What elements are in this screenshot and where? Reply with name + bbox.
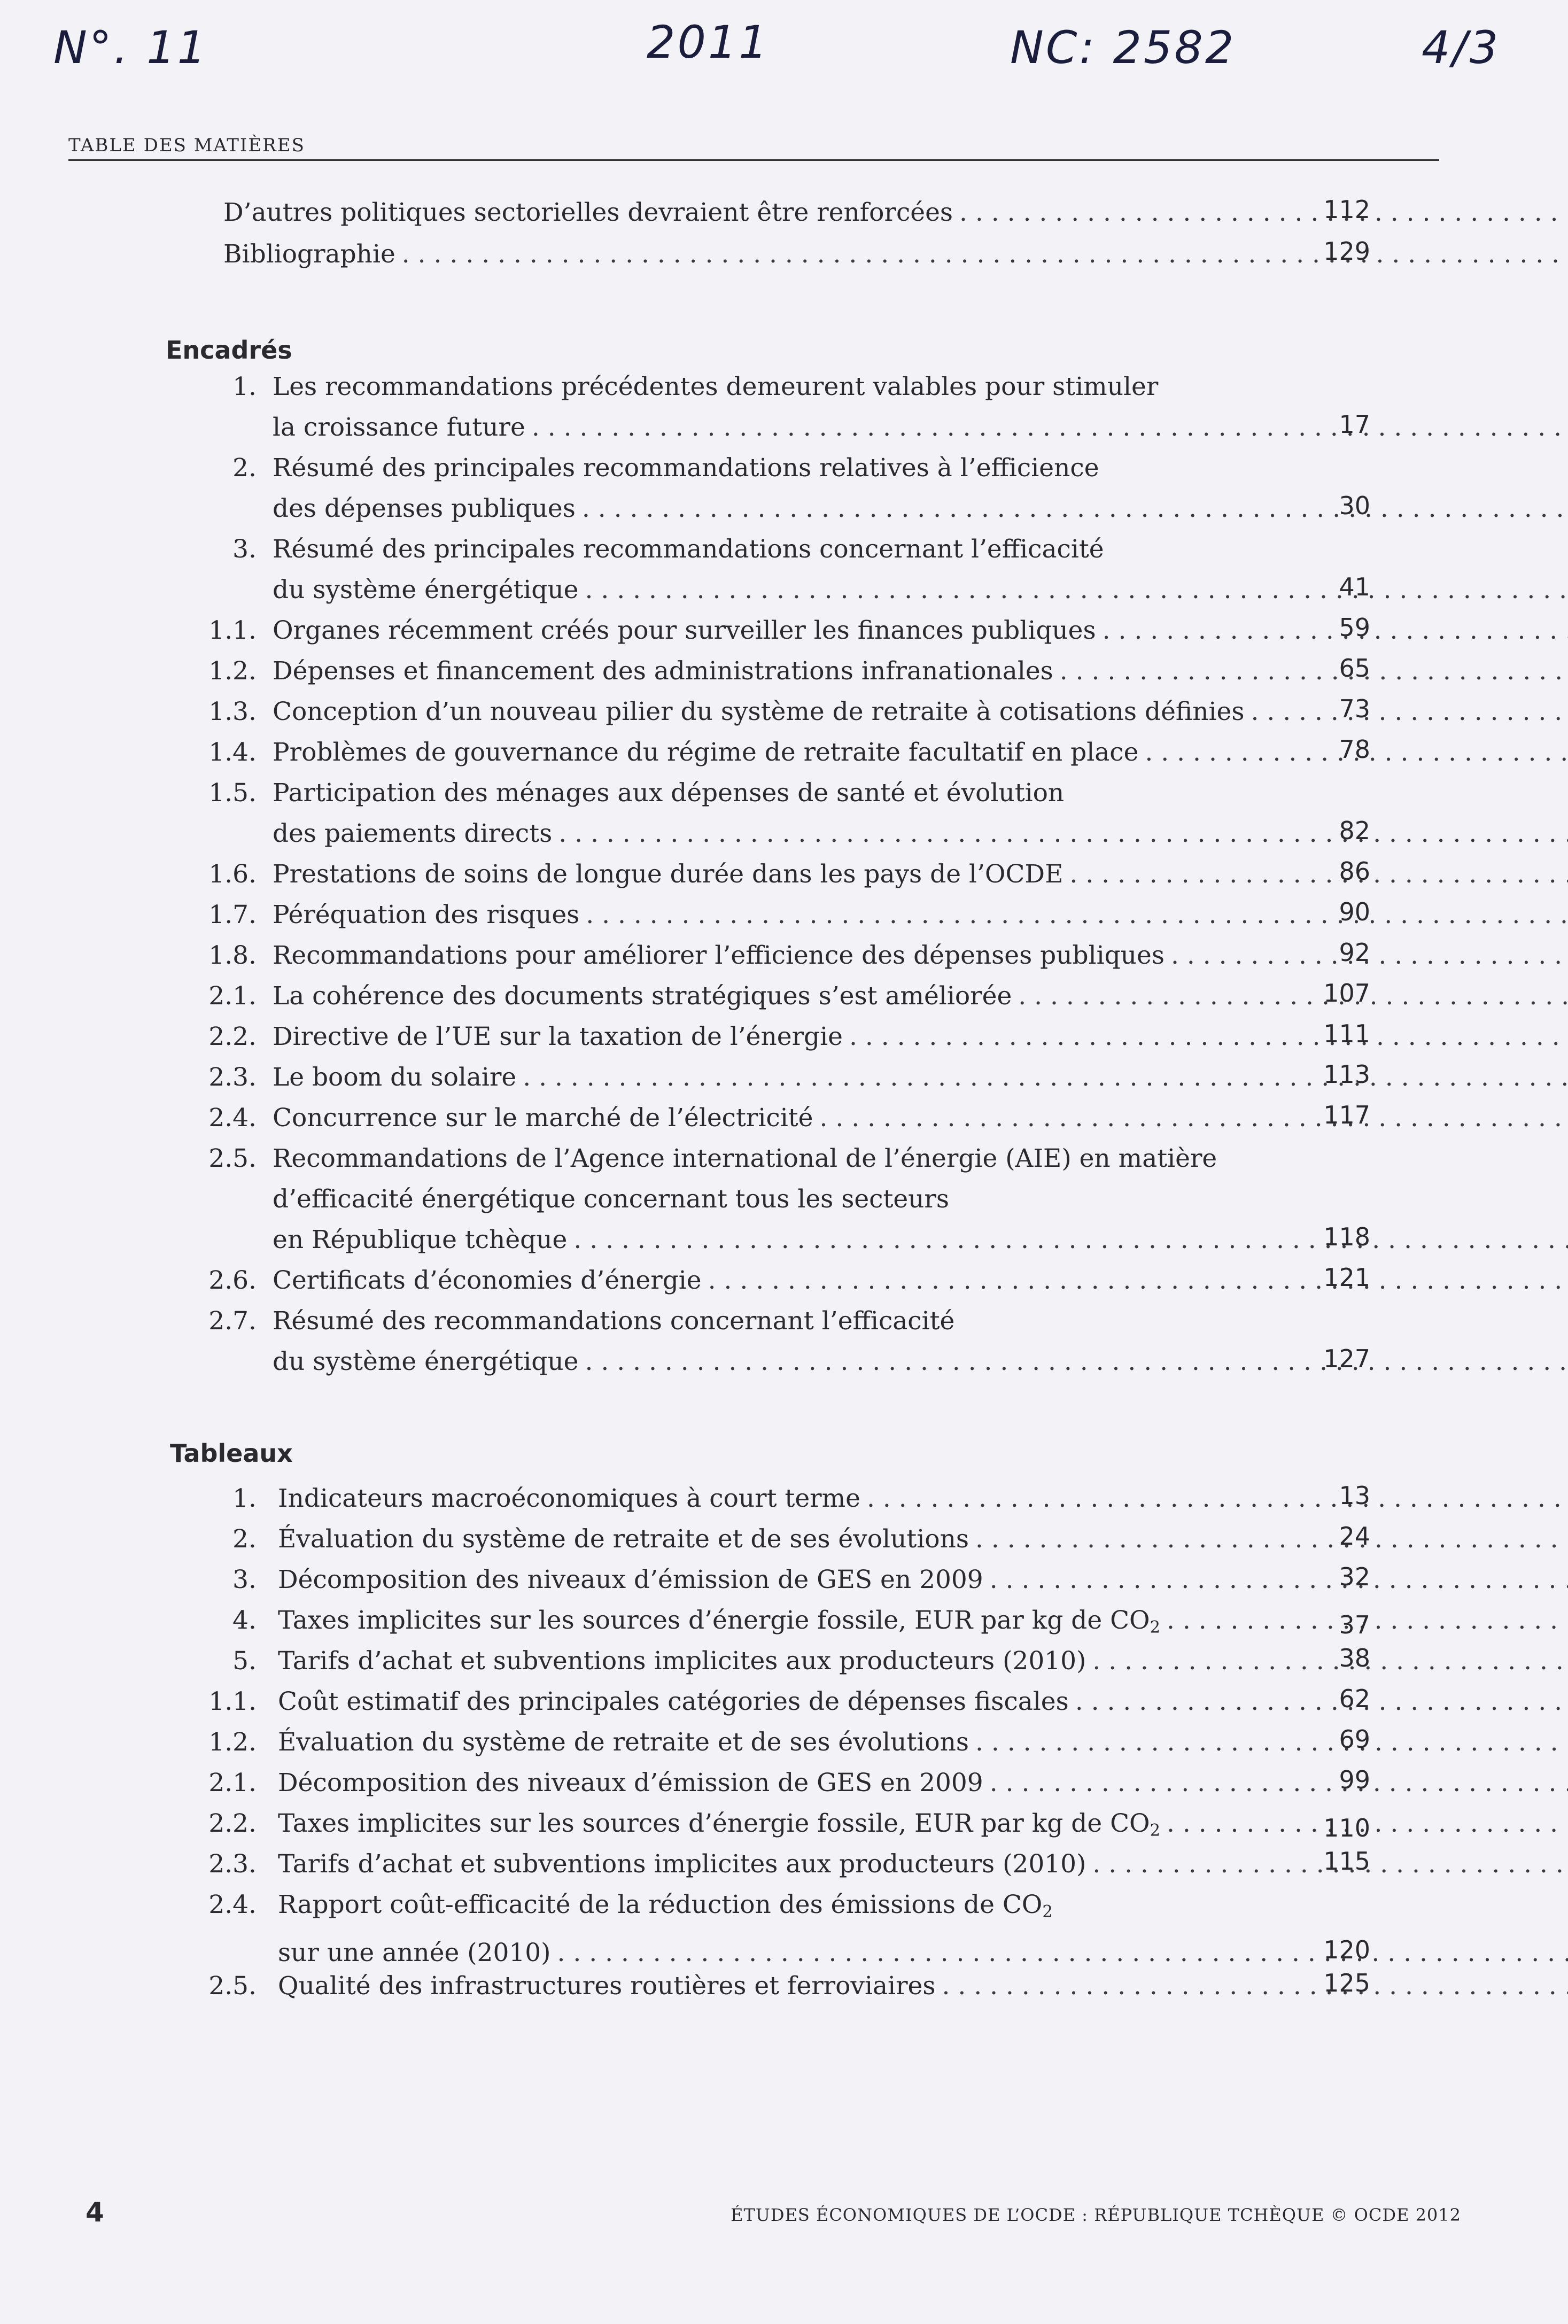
toc-entry-number: 2.5. [208,1971,257,2001]
toc-entry-title-line: Tarifs d’achat et subventions implicites aux producteurs (2010) [278,1849,1086,1879]
toc-entry-page[interactable]: 73 [1339,694,1370,723]
toc-entry[interactable] [208,773,1370,854]
toc-entry[interactable] [208,854,1370,895]
toc-entry-number: 2.1. [208,1768,257,1798]
toc-entry-title-line: Coût estimatif des principales catégories de dépenses fiscales [278,1687,1069,1716]
toc-entry-page[interactable]: 86 [1339,857,1370,886]
toc-entry[interactable] [223,234,1370,275]
toc-entry-title-line: Péréquation des risques [273,900,580,929]
toc-entry-page[interactable]: 99 [1339,1765,1370,1794]
toc-entry-page[interactable]: 24 [1339,1522,1370,1551]
toc-entry-page[interactable]: 111 [1323,1019,1370,1048]
section-heading-encadres: Encadrés [166,336,292,365]
toc-entry[interactable] [208,895,1370,935]
toc-entry-number: 1.1. [208,616,257,645]
toc-entry-title-line: Recommandations pour améliorer l’efficience des dépenses publiques [273,941,1165,970]
toc-entry[interactable] [232,529,1370,610]
toc-entry[interactable] [208,692,1370,732]
toc-entry-page[interactable]: 107 [1323,979,1370,1008]
toc-entry[interactable] [232,1478,1370,1519]
dot-leader [585,1342,1568,1382]
toc-entry[interactable] [232,448,1370,529]
toc-entry-number: 2. [232,1524,257,1554]
toc-entry-title-line: Recommandations de l’Agence international de l’énergie (AIE) en matière [273,1144,1217,1173]
toc-entry[interactable] [208,1885,1370,1973]
toc-entry-title-line: Directive de l’UE sur la taxation de l’énergie [273,1022,843,1051]
toc-entry-page[interactable]: 121 [1323,1263,1370,1292]
toc-entry-page[interactable]: 127 [1323,1344,1370,1373]
toc-entry-title-line: La cohérence des documents stratégiques s’est améliorée [273,981,1012,1011]
toc-entry-page[interactable]: 117 [1323,1101,1370,1129]
dot-leader [558,814,1568,854]
toc-entry-number: 1.6. [208,859,257,889]
toc-entry-number: 1.1. [208,1687,257,1716]
toc-entry[interactable] [208,1138,1370,1260]
page-number: 4 [86,2197,104,2228]
toc-entry[interactable] [208,651,1370,692]
dot-leader [849,1017,1568,1057]
toc-entry[interactable] [223,192,1370,233]
toc-entry-title-line: Résumé des recommandations concernant l’efficacité [273,1306,955,1336]
toc-entry[interactable] [208,610,1370,651]
toc-entry-number: 2.7. [208,1306,257,1336]
toc-entry[interactable] [232,1560,1370,1600]
toc-entry-number: 2.4. [208,1890,257,1919]
toc-entry-number: 2.5. [208,1144,257,1173]
toc-entry-page[interactable]: 112 [1323,195,1370,224]
dot-leader [585,570,1568,610]
toc-entry-title-line: Le boom du solaire [273,1063,517,1092]
dot-leader [1018,976,1568,1017]
toc-entry-page[interactable]: 38 [1339,1644,1370,1672]
toc-entry-title-line: Taxes implicites sur les sources d’énergie fossile, EUR par kg de $CO_2$ [278,1809,1161,1840]
toc-entry-number: 1.3. [208,697,257,726]
toc-entry-number: 2.1. [208,981,257,1011]
toc-entry[interactable] [208,1057,1370,1098]
toc-entry-title-line: Évaluation du système de retraite et de ses évolutions [278,1524,969,1554]
toc-entry-page[interactable]: 82 [1339,816,1370,845]
toc-entry[interactable] [232,1641,1370,1682]
toc-entry-page[interactable]: 115 [1323,1847,1370,1876]
toc-entry-title-line: Prestations de soins de longue durée dans les pays de l’OCDE [273,859,1064,889]
dot-leader [523,1057,1568,1098]
toc-entry-title-line: Tarifs d’achat et subventions implicites aux producteurs (2010) [278,1646,1086,1676]
toc-entry-number: 1.4. [208,738,257,767]
dot-leader [708,1260,1568,1301]
toc-entry-page[interactable]: 65 [1339,654,1370,683]
toc-entry-page[interactable]: 90 [1339,897,1370,926]
toc-entry-title-line: Évaluation du système de retraite et de ses évolutions [278,1727,969,1757]
toc-entry-title-line: du système énergétique [273,1347,579,1376]
toc-entry-page[interactable]: 41 [1339,572,1370,601]
toc-entry-title-line: Participation des ménages aux dépenses de santé et évolution [273,778,1065,808]
toc-entry-number: 1.7. [208,900,257,929]
toc-entry[interactable] [208,1301,1370,1382]
toc-entry[interactable] [208,1844,1370,1885]
toc-entry[interactable] [208,1098,1370,1138]
toc-entry-title-line: Concurrence sur le marché de l’électricité [273,1103,813,1133]
toc-entry-page[interactable]: 118 [1323,1222,1370,1251]
dot-leader [990,1560,1568,1600]
toc-entry-title-line: des paiements directs [273,819,553,848]
toc-entry-page[interactable]: 78 [1339,735,1370,764]
toc-entry-page[interactable]: 110 [1323,1813,1370,1842]
toc-entry-title-line: la croissance future [273,413,525,442]
toc-entry-title-line: Résumé des principales recommandations relatives à l’efficience [273,453,1099,483]
toc-entry-page[interactable]: 32 [1339,1562,1370,1591]
dot-leader [959,192,1568,233]
toc-entry-number: 2.4. [208,1103,257,1133]
toc-entry-page[interactable]: 120 [1323,1935,1370,1964]
toc-entry-page[interactable]: 62 [1339,1684,1370,1713]
toc-entry-title-line: Rapport coût-efficacité de la réduction des émissions de $CO_2$ [278,1890,1053,1922]
handwritten-note-fraction: 4/3 [1422,21,1501,74]
toc-entry-title-line: Conception d’un nouveau pilier du système de retraite à cotisations définies [273,697,1245,726]
toc-entry-number: 2.3. [208,1063,257,1092]
toc-entry[interactable] [208,1966,1370,2007]
toc-entry-title-line: des dépenses publiques [273,494,576,523]
toc-entry-number: 2. [232,453,257,483]
toc-entry-number: 1.8. [208,941,257,970]
toc-entry[interactable] [208,1017,1370,1057]
toc-entry-number: 1.2. [208,1727,257,1757]
dot-leader [990,1763,1568,1803]
handwritten-note-number: N°. 11 [53,21,208,74]
dot-leader [586,895,1568,935]
dot-leader [975,1519,1568,1560]
toc-entry-page[interactable]: 13 [1339,1481,1370,1510]
toc-entry-title-line: Problèmes de gouvernance du régime de retraite facultatif en place [273,738,1139,767]
running-footer: ÉTUDES ÉCONOMIQUES DE L’OCDE : RÉPUBLIQUE TCHÈQUE © OCDE 2012 [731,2205,1461,2225]
toc-entry-title-line: D’autres politiques sectorielles devraient être renforcées [223,198,953,227]
toc-entry[interactable] [232,1519,1370,1560]
handwritten-note-nc: NC: 2582 [1010,21,1236,74]
toc-entry-title-line: Certificats d’économies d’énergie [273,1266,702,1295]
dot-leader [867,1478,1568,1519]
toc-entry-number: 1.5. [208,778,257,808]
toc-entry-title-line: en République tchèque [273,1225,568,1254]
toc-entry-title-line: Décomposition des niveaux d’émission de GES en 2009 [278,1565,983,1594]
toc-entry-title-line: Indicateurs macroéconomiques à court terme [278,1484,860,1513]
toc-entry-page[interactable]: 30 [1339,491,1370,520]
dot-leader [819,1098,1568,1138]
toc-entry-title-line: Décomposition des niveaux d’émission de GES en 2009 [278,1768,983,1798]
toc-entry-title-line: Résumé des principales recommandations concernant l’efficacité [273,534,1104,564]
running-header: TABLE DES MATIÈRES [68,135,1439,161]
toc-entry-number: 2.2. [208,1809,257,1838]
toc-entry[interactable] [208,1682,1370,1722]
toc-entry-title-line: Qualité des infrastructures routières et ferroviaires [278,1971,936,2001]
dot-leader [532,407,1568,448]
dot-leader [975,1722,1568,1763]
toc-entry-number: 1. [232,1484,257,1513]
toc-entry-title-line: sur une année (2010) [278,1938,551,1967]
toc-entry-title-line: Les recommandations précédentes demeurent valables pour stimuler [273,372,1159,401]
toc-entry-title-line: Dépenses et financement des administrations infranationales [273,656,1053,686]
toc-entry-title-line: Taxes implicites sur les sources d’énergie fossile, EUR par kg de $CO_2$ [278,1606,1161,1637]
dot-leader [402,234,1568,275]
toc-entry-number: 2.3. [208,1849,257,1879]
toc-entry-page[interactable]: 129 [1323,237,1370,266]
section-heading-tableaux: Tableaux [170,1439,293,1468]
dot-leader [573,1220,1568,1260]
toc-entry[interactable] [208,1260,1370,1301]
toc-entry-number: 1. [232,372,257,401]
toc-entry-number: 2.6. [208,1266,257,1295]
toc-entry-title-line: Organes récemment créés pour surveiller les finances publiques [273,616,1096,645]
toc-entry-page[interactable]: 59 [1339,613,1370,642]
toc-entry-number: 3. [232,1565,257,1594]
toc-entry[interactable] [208,732,1370,773]
toc-entry-number: 5. [232,1646,257,1676]
toc-entry-page[interactable]: 125 [1323,1969,1370,1997]
toc-entry-number: 2.2. [208,1022,257,1051]
toc-entry-page[interactable]: 113 [1323,1060,1370,1089]
toc-entry-title-line: Bibliographie [223,239,395,269]
toc-entry[interactable] [232,367,1370,448]
toc-entry-number: 4. [232,1606,257,1635]
dot-leader [582,489,1568,529]
toc-entry-title-line: d’efficacité énergétique concernant tous les secteurs [273,1184,950,1214]
toc-entry-number: 1.2. [208,656,257,686]
dot-leader [942,1966,1568,2007]
toc-entry-page[interactable]: 17 [1339,410,1370,439]
toc-entry-page[interactable]: 92 [1339,938,1370,967]
toc-entry-page[interactable]: 37 [1339,1610,1370,1639]
toc-entry[interactable] [208,1763,1370,1803]
toc-entry-page[interactable]: 69 [1339,1725,1370,1754]
toc-entry[interactable] [208,935,1370,976]
toc-entry-number: 3. [232,534,257,564]
toc-entry-title-line: du système énergétique [273,575,579,605]
toc-entry[interactable] [208,976,1370,1017]
toc-entry[interactable] [208,1722,1370,1763]
handwritten-note-year: 2011 [647,16,770,68]
